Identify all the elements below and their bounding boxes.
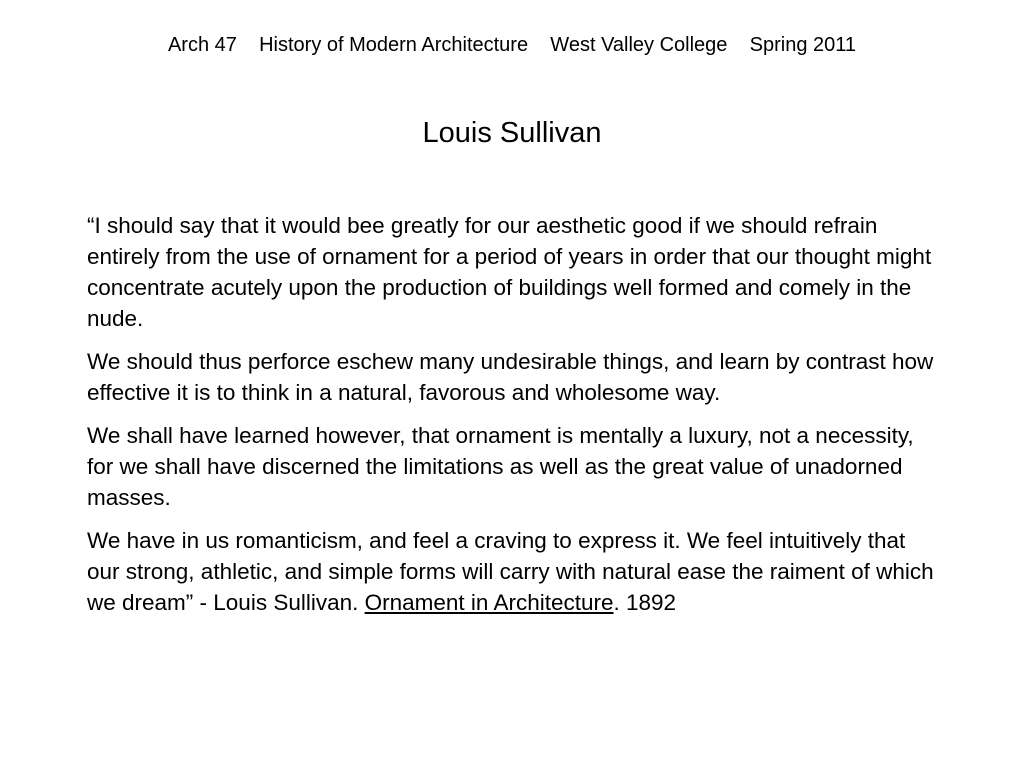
quote-paragraph-4: [87, 525, 937, 618]
quote-body: [87, 210, 937, 630]
quote-paragraph-2: We should thus perforce eschew many undesirable things, and learn by contrast how effective it is to think in a natural, favorous and wholesome way.: [87, 349, 934, 405]
publication-year: . 1892: [613, 590, 677, 615]
work-title: Ornament in Architecture: [364, 590, 614, 615]
course-header: Arch 47 History of Modern Architecture West Valley College Spring 2011: [167, 34, 857, 56]
quote-paragraph-3: We shall have learned however, that ornament is mentally a luxury, not a necessity, for we shall have discerned the limitations as well as the great value of unadorned masses.: [87, 423, 914, 510]
quote-paragraph-1: “I should say that it would bee greatly for our aesthetic good if we should refrain entirely from the use of ornament for a period of years in order that our thought might concentrate acutely upon the production of buildings well formed and comely in the nude.: [87, 213, 932, 331]
slide-title: Louis Sullivan: [422, 117, 602, 149]
quote-paragraph-4-text: We have in us romanticism, and feel a craving to express it. We feel intuitively that our strong, athletic, and simple forms will carry with natural ease the raiment of which we dream” - Louis Sullivan.: [87, 528, 934, 615]
